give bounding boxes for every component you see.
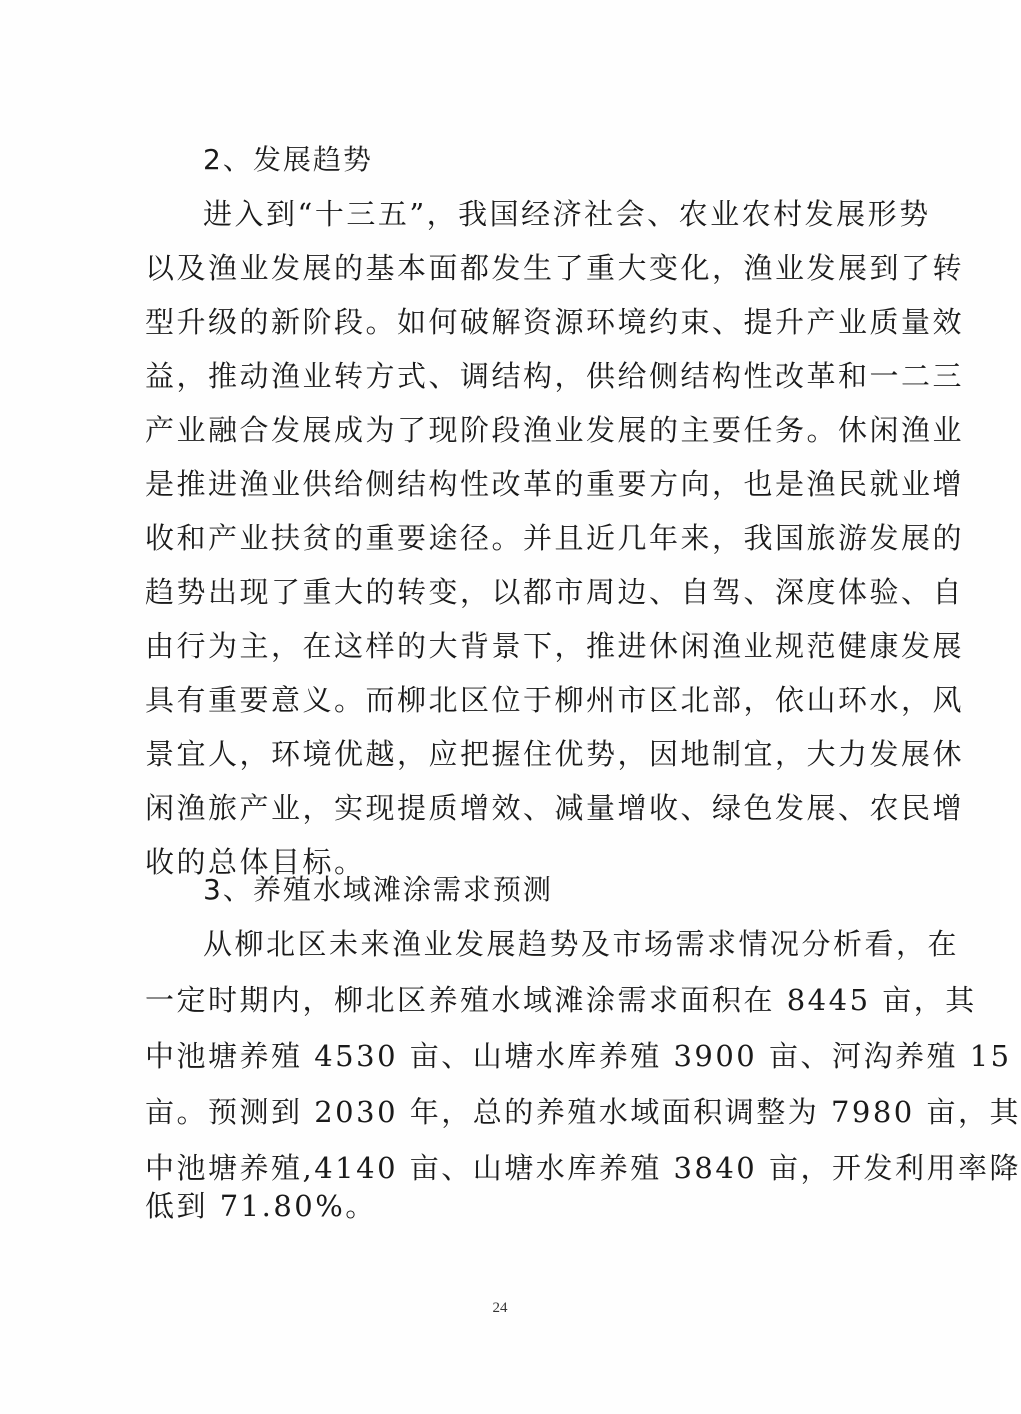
paragraph-line: 是推进渔业供给侧结构性改革的重要方向，也是渔民就业增 [145, 467, 965, 501]
paragraph-line: 中池塘养殖 4530 亩、山塘水库养殖 3900 亩、河沟养殖 15 [145, 1039, 1012, 1073]
paragraph-line: 从柳北区未来渔业发展趋势及市场需求情况分析看，在 [203, 927, 960, 961]
paragraph-line: 由行为主，在这样的大背景下，推进休闲渔业规范健康发展 [145, 629, 965, 663]
paragraph-line: 一定时期内，柳北区养殖水域滩涂需求面积在 8445 亩，其 [145, 983, 977, 1017]
paragraph-line: 闲渔旅产业，实现提质增效、减量增收、绿色发展、农民增 [145, 791, 965, 825]
paragraph-line: 低到 71.80%。 [145, 1189, 377, 1223]
paragraph-line: 型升级的新阶段。如何破解资源环境约束、提升产业质量效 [145, 305, 965, 339]
paragraph-line: 收和产业扶贫的重要途径。并且近几年来，我国旅游发展的 [145, 521, 965, 555]
paragraph-line: 中池塘养殖,4140 亩、山塘水库养殖 3840 亩，开发利用率降 [145, 1151, 1021, 1185]
paragraph-line: 产业融合发展成为了现阶段渔业发展的主要任务。休闲渔业 [145, 413, 965, 447]
paragraph-line: 进入到“十三五”，我国经济社会、农业农村发展形势 [203, 197, 931, 231]
page-number: 24 [492, 1300, 508, 1316]
paragraph-line: 趋势出现了重大的转变，以都市周边、自驾、深度体验、自 [145, 575, 965, 609]
paragraph-line: 以及渔业发展的基本面都发生了重大变化，渔业发展到了转 [145, 251, 965, 285]
paragraph-line: 益，推动渔业转方式、调结构，供给侧结构性改革和一二三 [145, 359, 965, 393]
paragraph-line: 景宜人，环境优越，应把握住优势，因地制宜，大力发展休 [145, 737, 965, 771]
section-2-heading: 2、发展趋势 [203, 143, 373, 176]
paragraph-line: 具有重要意义。而柳北区位于柳州市区北部，依山环水，风 [145, 683, 965, 717]
section-3-heading: 3、养殖水域滩涂需求预测 [203, 873, 553, 906]
paragraph-line: 亩。预测到 2030 年，总的养殖水域面积调整为 7980 亩，其 [145, 1095, 1021, 1129]
paragraph-line: 收的总体目标。 [145, 845, 366, 879]
